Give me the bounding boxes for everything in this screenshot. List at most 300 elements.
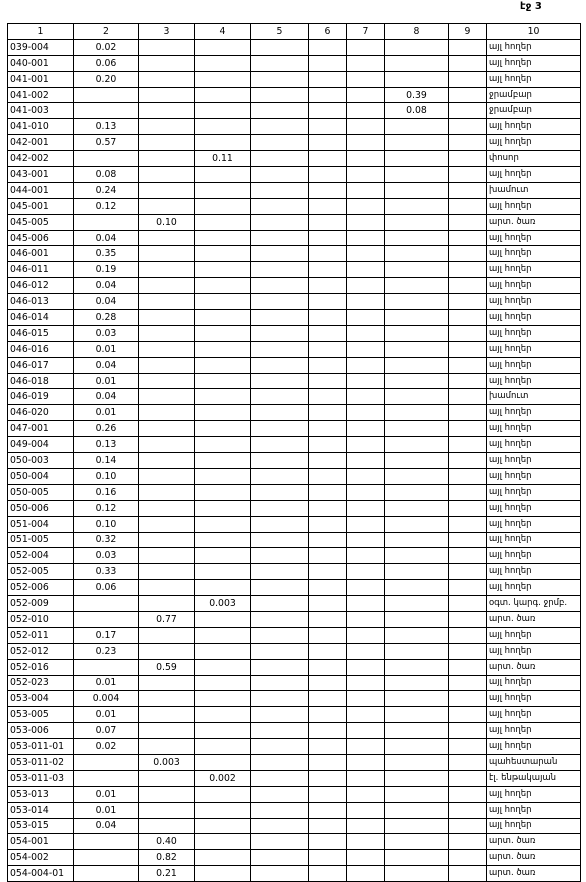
table-cell-col-8 [385, 135, 449, 151]
table-cell-col-3: 0.003 [139, 754, 195, 770]
table-cell-col-3 [139, 453, 195, 469]
table-row [8, 659, 581, 675]
table-cell-col-10: այլ հողեր [487, 135, 581, 151]
table-cell-col-5 [251, 310, 309, 326]
table-cell-col-7 [347, 230, 385, 246]
table-cell-col-10: այլ հողեր [487, 484, 581, 500]
table-cell-col-9 [449, 182, 487, 198]
table-cell-col-5 [251, 786, 309, 802]
table-cell-col-4 [195, 71, 251, 87]
table-cell-col-4 [195, 850, 251, 866]
table-cell-col-6 [309, 421, 347, 437]
table-cell-col-2: 0.35 [74, 246, 139, 262]
table-cell-col-3 [139, 723, 195, 739]
table-cell-col-4 [195, 341, 251, 357]
table-cell-col-8 [385, 866, 449, 882]
table-cell-col-4 [195, 739, 251, 755]
table-cell-col-9 [449, 389, 487, 405]
table-cell-col-6 [309, 230, 347, 246]
table-cell-col-6 [309, 294, 347, 310]
table-cell-col-1: 041-002 [8, 87, 74, 103]
table-cell-col-7 [347, 87, 385, 103]
table-cell-col-8 [385, 627, 449, 643]
table-cell-col-4: 0.11 [195, 151, 251, 167]
table-cell-col-3 [139, 230, 195, 246]
table-cell-col-3 [139, 786, 195, 802]
table-cell-col-9 [449, 723, 487, 739]
table-cell-col-3 [139, 468, 195, 484]
table-cell-col-9 [449, 866, 487, 882]
table-cell-col-9 [449, 468, 487, 484]
table-cell-col-9 [449, 580, 487, 596]
table-cell-col-5 [251, 198, 309, 214]
table-cell-col-9 [449, 325, 487, 341]
table-row [8, 691, 581, 707]
table-cell-col-3: 0.40 [139, 834, 195, 850]
table-cell-col-3 [139, 564, 195, 580]
table-cell-col-9 [449, 818, 487, 834]
table-cell-col-1: 050-004 [8, 468, 74, 484]
table-cell-col-9 [449, 770, 487, 786]
table-cell-col-4 [195, 294, 251, 310]
table-cell-col-10: այլ հողեր [487, 516, 581, 532]
table-cell-col-7 [347, 770, 385, 786]
table-cell-col-1: 046-017 [8, 357, 74, 373]
table-cell-col-3: 0.77 [139, 611, 195, 627]
table-cell-col-2: 0.04 [74, 278, 139, 294]
table-cell-col-2: 0.01 [74, 675, 139, 691]
table-cell-col-8 [385, 198, 449, 214]
table-cell-col-10: այլ հողեր [487, 421, 581, 437]
table-cell-col-8 [385, 850, 449, 866]
table-cell-col-5 [251, 516, 309, 532]
table-cell-col-1: 053-011-03 [8, 770, 74, 786]
table-cell-col-1: 045-005 [8, 214, 74, 230]
table-cell-col-1: 046-012 [8, 278, 74, 294]
table-cell-col-8 [385, 278, 449, 294]
table-cell-col-5 [251, 373, 309, 389]
table-cell-col-10: պահեստարան [487, 754, 581, 770]
table-row [8, 627, 581, 643]
table-cell-col-6 [309, 564, 347, 580]
table-row [8, 198, 581, 214]
table-cell-col-6 [309, 373, 347, 389]
table-cell-col-3 [139, 596, 195, 612]
table-cell-col-9 [449, 310, 487, 326]
table-cell-col-9 [449, 278, 487, 294]
table-cell-col-5 [251, 421, 309, 437]
table-cell-col-3 [139, 707, 195, 723]
table-cell-col-10: ջրամբար [487, 103, 581, 119]
table-cell-col-4 [195, 675, 251, 691]
table-cell-col-3 [139, 548, 195, 564]
table-cell-col-3 [139, 421, 195, 437]
table-cell-col-10: այլ հողեր [487, 818, 581, 834]
column-header-3: 3 [139, 24, 195, 40]
table-cell-col-7 [347, 39, 385, 55]
table-cell-col-10: արտ. ծառ [487, 659, 581, 675]
table-cell-col-2: 0.17 [74, 627, 139, 643]
table-cell-col-5 [251, 643, 309, 659]
table-cell-col-6 [309, 627, 347, 643]
table-cell-col-9 [449, 246, 487, 262]
table-cell-col-10: օգտ. կարգ. ջրմբ. [487, 596, 581, 612]
table-cell-col-10: այլ հողեր [487, 294, 581, 310]
table-cell-col-3 [139, 643, 195, 659]
table-cell-col-4 [195, 818, 251, 834]
table-cell-col-6 [309, 198, 347, 214]
table-cell-col-8 [385, 786, 449, 802]
table-cell-col-7 [347, 802, 385, 818]
table-cell-col-6 [309, 357, 347, 373]
table-cell-col-7 [347, 453, 385, 469]
table-cell-col-7 [347, 866, 385, 882]
table-cell-col-8 [385, 453, 449, 469]
table-cell-col-1: 046-013 [8, 294, 74, 310]
table-cell-col-6 [309, 262, 347, 278]
table-cell-col-9 [449, 850, 487, 866]
table-cell-col-3 [139, 55, 195, 71]
table-cell-col-7 [347, 278, 385, 294]
table-cell-col-2: 0.20 [74, 71, 139, 87]
table-row [8, 278, 581, 294]
table-cell-col-10: այլ հողեր [487, 55, 581, 71]
table-cell-col-3 [139, 151, 195, 167]
table-cell-col-8 [385, 421, 449, 437]
table-row [8, 214, 581, 230]
table-cell-col-10: ջրամբար [487, 87, 581, 103]
table-cell-col-4 [195, 643, 251, 659]
table-row [8, 294, 581, 310]
table-cell-col-8 [385, 643, 449, 659]
table-cell-col-8 [385, 834, 449, 850]
table-cell-col-3 [139, 119, 195, 135]
table-cell-col-8 [385, 500, 449, 516]
table-cell-col-8 [385, 294, 449, 310]
table-cell-col-1: 052-006 [8, 580, 74, 596]
table-cell-col-2: 0.04 [74, 357, 139, 373]
table-cell-col-4 [195, 627, 251, 643]
table-cell-col-9 [449, 230, 487, 246]
table-cell-col-3 [139, 770, 195, 786]
table-cell-col-8 [385, 214, 449, 230]
table-cell-col-3 [139, 198, 195, 214]
table-cell-col-1: 044-001 [8, 182, 74, 198]
table-cell-col-3 [139, 500, 195, 516]
table-cell-col-5 [251, 103, 309, 119]
table-cell-col-2: 0.02 [74, 39, 139, 55]
table-cell-col-4 [195, 214, 251, 230]
table-cell-col-8 [385, 659, 449, 675]
table-cell-col-3 [139, 405, 195, 421]
table-cell-col-7 [347, 754, 385, 770]
table-cell-col-8 [385, 691, 449, 707]
table-cell-col-5 [251, 230, 309, 246]
table-cell-col-8 [385, 389, 449, 405]
table-cell-col-8 [385, 182, 449, 198]
table-cell-col-10: այլ հողեր [487, 198, 581, 214]
table-cell-col-7 [347, 548, 385, 564]
table-cell-col-9 [449, 262, 487, 278]
table-cell-col-10: խամուտ [487, 389, 581, 405]
table-cell-col-7 [347, 627, 385, 643]
table-cell-col-7 [347, 739, 385, 755]
table-cell-col-9 [449, 611, 487, 627]
table-cell-col-4 [195, 39, 251, 55]
table-cell-col-10: էլ. ենթակայան [487, 770, 581, 786]
table-cell-col-4 [195, 373, 251, 389]
table-cell-col-5 [251, 119, 309, 135]
table-cell-col-4 [195, 310, 251, 326]
table-row [8, 818, 581, 834]
table-cell-col-3 [139, 675, 195, 691]
table-cell-col-7 [347, 167, 385, 183]
table-cell-col-4 [195, 135, 251, 151]
table-cell-col-7 [347, 325, 385, 341]
table-cell-col-4 [195, 87, 251, 103]
table-cell-col-4 [195, 802, 251, 818]
table-cell-col-5 [251, 71, 309, 87]
table-cell-col-9 [449, 373, 487, 389]
table-cell-col-7 [347, 421, 385, 437]
table-cell-col-2: 0.04 [74, 818, 139, 834]
table-cell-col-9 [449, 802, 487, 818]
table-cell-col-9 [449, 691, 487, 707]
table-cell-col-2: 0.12 [74, 198, 139, 214]
table-row [8, 453, 581, 469]
table-cell-col-9 [449, 453, 487, 469]
table-cell-col-1: 052-012 [8, 643, 74, 659]
table-cell-col-8 [385, 675, 449, 691]
table-cell-col-5 [251, 87, 309, 103]
table-cell-col-5 [251, 627, 309, 643]
table-cell-col-2: 0.03 [74, 325, 139, 341]
table-cell-col-7 [347, 55, 385, 71]
table-cell-col-8 [385, 373, 449, 389]
table-cell-col-7 [347, 516, 385, 532]
table-cell-col-8 [385, 119, 449, 135]
table-row [8, 770, 581, 786]
table-cell-col-9 [449, 532, 487, 548]
table-row [8, 39, 581, 55]
column-header-5: 5 [251, 24, 309, 40]
table-cell-col-3 [139, 262, 195, 278]
table-cell-col-5 [251, 691, 309, 707]
table-cell-col-1: 054-001 [8, 834, 74, 850]
table-cell-col-6 [309, 754, 347, 770]
table-row [8, 564, 581, 580]
table-cell-col-8: 0.39 [385, 87, 449, 103]
table-cell-col-5 [251, 341, 309, 357]
table-cell-col-10: այլ հողեր [487, 278, 581, 294]
table-cell-col-9 [449, 421, 487, 437]
table-row [8, 484, 581, 500]
table-cell-col-5 [251, 500, 309, 516]
table-cell-col-5 [251, 754, 309, 770]
table-cell-col-6 [309, 596, 347, 612]
table-cell-col-8 [385, 818, 449, 834]
table-cell-col-2 [74, 850, 139, 866]
table-cell-col-2: 0.28 [74, 310, 139, 326]
column-header-7: 7 [347, 24, 385, 40]
table-row [8, 754, 581, 770]
table-cell-col-3 [139, 484, 195, 500]
table-cell-col-1: 041-003 [8, 103, 74, 119]
table-cell-col-1: 052-010 [8, 611, 74, 627]
table-cell-col-3 [139, 437, 195, 453]
table-cell-col-10: այլ հողեր [487, 167, 581, 183]
table-cell-col-10: այլ հողեր [487, 564, 581, 580]
table-cell-col-8 [385, 246, 449, 262]
table-cell-col-1: 053-015 [8, 818, 74, 834]
table-cell-col-5 [251, 611, 309, 627]
table-cell-col-4 [195, 119, 251, 135]
table-cell-col-4 [195, 659, 251, 675]
table-cell-col-2: 0.08 [74, 167, 139, 183]
table-cell-col-7 [347, 580, 385, 596]
table-cell-col-10: այլ հողեր [487, 325, 581, 341]
table-cell-col-3 [139, 357, 195, 373]
table-cell-col-5 [251, 453, 309, 469]
table-cell-col-5 [251, 802, 309, 818]
table-cell-col-4 [195, 548, 251, 564]
table-cell-col-3 [139, 71, 195, 87]
table-cell-col-9 [449, 103, 487, 119]
table-cell-col-8 [385, 548, 449, 564]
table-cell-col-1: 042-002 [8, 151, 74, 167]
table-cell-col-7 [347, 643, 385, 659]
table-cell-col-2 [74, 611, 139, 627]
table-cell-col-5 [251, 357, 309, 373]
table-row [8, 71, 581, 87]
table-cell-col-6 [309, 532, 347, 548]
table-cell-col-4 [195, 182, 251, 198]
table-cell-col-7 [347, 675, 385, 691]
table-cell-col-7 [347, 818, 385, 834]
table-cell-col-9 [449, 135, 487, 151]
table-cell-col-3 [139, 580, 195, 596]
table-cell-col-8 [385, 167, 449, 183]
table-cell-col-10: այլ հողեր [487, 532, 581, 548]
land-parcel-table [7, 23, 581, 882]
table-cell-col-8 [385, 341, 449, 357]
table-cell-col-5 [251, 596, 309, 612]
table-cell-col-4 [195, 707, 251, 723]
table-cell-col-10: այլ հողեր [487, 468, 581, 484]
table-cell-col-10: այլ հողեր [487, 230, 581, 246]
table-cell-col-6 [309, 850, 347, 866]
table-cell-col-3: 0.82 [139, 850, 195, 866]
table-cell-col-9 [449, 214, 487, 230]
table-cell-col-6 [309, 516, 347, 532]
table-cell-col-9 [449, 405, 487, 421]
table-row [8, 739, 581, 755]
table-cell-col-9 [449, 87, 487, 103]
table-cell-col-2 [74, 214, 139, 230]
table-cell-col-8 [385, 516, 449, 532]
table-cell-col-7 [347, 468, 385, 484]
table-cell-col-2 [74, 866, 139, 882]
table-cell-col-8 [385, 71, 449, 87]
table-cell-col-2: 0.04 [74, 294, 139, 310]
table-cell-col-10: այլ հողեր [487, 548, 581, 564]
table-cell-col-9 [449, 198, 487, 214]
table-cell-col-5 [251, 723, 309, 739]
table-cell-col-9 [449, 71, 487, 87]
table-cell-col-4 [195, 55, 251, 71]
table-cell-col-2: 0.13 [74, 437, 139, 453]
table-cell-col-4 [195, 484, 251, 500]
table-cell-col-6 [309, 167, 347, 183]
table-cell-col-5 [251, 294, 309, 310]
table-cell-col-9 [449, 548, 487, 564]
table-cell-col-3 [139, 739, 195, 755]
table-cell-col-6 [309, 437, 347, 453]
table-cell-col-7 [347, 707, 385, 723]
table-cell-col-1: 046-001 [8, 246, 74, 262]
table-row [8, 437, 581, 453]
table-cell-col-6 [309, 643, 347, 659]
table-cell-col-7 [347, 564, 385, 580]
table-cell-col-4 [195, 167, 251, 183]
table-cell-col-9 [449, 596, 487, 612]
table-cell-col-1: 050-003 [8, 453, 74, 469]
table-cell-col-3 [139, 135, 195, 151]
table-cell-col-6 [309, 214, 347, 230]
table-cell-col-3 [139, 389, 195, 405]
table-cell-col-3 [139, 802, 195, 818]
table-cell-col-9 [449, 516, 487, 532]
table-cell-col-5 [251, 532, 309, 548]
table-cell-col-6 [309, 500, 347, 516]
table-row [8, 325, 581, 341]
table-row [8, 262, 581, 278]
table-row [8, 373, 581, 389]
table-cell-col-7 [347, 135, 385, 151]
table-row [8, 182, 581, 198]
table-cell-col-4 [195, 834, 251, 850]
table-cell-col-5 [251, 707, 309, 723]
table-cell-col-2: 0.004 [74, 691, 139, 707]
table-cell-col-10: այլ հողեր [487, 246, 581, 262]
column-header-10: 10 [487, 24, 581, 40]
table-cell-col-10: այլ հողեր [487, 500, 581, 516]
table-cell-col-7 [347, 596, 385, 612]
table-cell-col-7 [347, 611, 385, 627]
table-cell-col-8 [385, 532, 449, 548]
table-cell-col-1: 046-015 [8, 325, 74, 341]
table-cell-col-4 [195, 103, 251, 119]
table-cell-col-1: 049-004 [8, 437, 74, 453]
table-cell-col-3 [139, 310, 195, 326]
table-cell-col-8 [385, 39, 449, 55]
table-cell-col-10: փոսոր [487, 151, 581, 167]
table-cell-col-2: 0.12 [74, 500, 139, 516]
table-cell-col-8 [385, 310, 449, 326]
table-cell-col-2 [74, 87, 139, 103]
table-cell-col-5 [251, 739, 309, 755]
table-cell-col-9 [449, 739, 487, 755]
table-cell-col-4 [195, 278, 251, 294]
table-cell-col-2: 0.03 [74, 548, 139, 564]
table-cell-col-8 [385, 151, 449, 167]
table-cell-col-9 [449, 754, 487, 770]
table-cell-col-8 [385, 580, 449, 596]
table-cell-col-3 [139, 87, 195, 103]
table-cell-col-7 [347, 214, 385, 230]
table-cell-col-6 [309, 135, 347, 151]
table-cell-col-1: 053-011-02 [8, 754, 74, 770]
